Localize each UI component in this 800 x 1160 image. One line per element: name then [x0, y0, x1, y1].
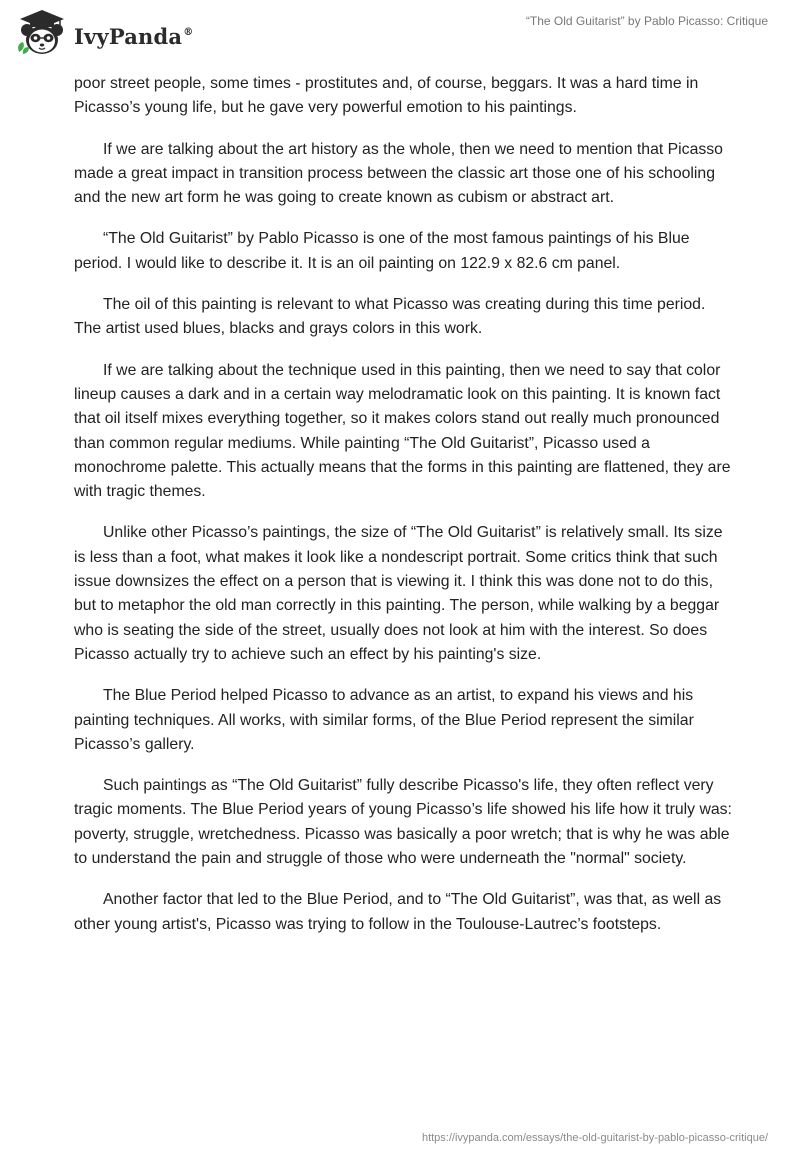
paragraph: If we are talking about the technique used in this painting, then we need to say that color lineup causes a dark and in a certain way melodramatic look on this painting. It is known fact that oil itself mixes everything together, so it makes colors stand out really much pronounced than common regular mediums. While painting “The Old Guitarist”, Picasso used a monochrome palette. This actually means that the forms in this painting are flattened, they are with tragic themes.: [74, 361, 731, 501]
paragraph: poor street people, some times - prostitutes and, of course, beggars. It was a hard time in Picasso’s young life, but he gave very powerful emotion to his paintings.: [74, 75, 699, 117]
paragraph: The oil of this painting is relevant to what Picasso was creating during this time period. The artist used blues, blacks and grays colors in this work.: [74, 296, 706, 338]
paragraph: Unlike other Picasso’s paintings, the size of “The Old Guitarist” is relatively small. Its size is less than a foot, what makes it look like a nondescript portrait. Some critics think that such issue downsizes the effect on a person that is viewing it. I think this was done not to do this, but to metaphor the old man correctly in this painting. The person, while walking by a beggar who is seating the side of the street, usually does not look at him with the interest. So does Picasso actually try to achieve such an effect by his painting's size.: [74, 524, 723, 663]
document-title: “The Old Guitarist” by Pablo Picasso: Critique: [525, 14, 768, 28]
ivypanda-logo[interactable]: [14, 8, 193, 60]
brand-name: IvyPanda®: [74, 23, 194, 49]
page-header: [0, 0, 800, 70]
essay-body: [74, 72, 734, 954]
paragraph: If we are talking about the art history as the whole, then we need to mention that Picasso made a great impact in transition process between the classic art those one of his schooling and the new art form he was going to create known as cubism or abstract art.: [74, 140, 723, 207]
paragraph: “The Old Guitarist” by Pablo Picasso is one of the most famous paintings of his Blue period. I would like to describe it. It is an oil painting on 122.9 x 82.6 cm panel.: [74, 230, 690, 272]
paragraph: The Blue Period helped Picasso to advance as an artist, to expand his views and his painting techniques. All works, with similar forms, of the Blue Period represent the similar Picasso’s gallery.: [74, 687, 694, 753]
source-url-link[interactable]: https://ivypanda.com/essays/the-old-guitarist-by-pablo-picasso-critique/: [421, 1132, 768, 1144]
registered-mark: ®: [183, 26, 194, 38]
paragraph: Such paintings as “The Old Guitarist” fully describe Picasso's life, they often reflect very tragic moments. The Blue Period years of young Picasso’s life showed his life how it truly was: poverty, struggle, wretchedness. Picasso was basically a poor wretch; that is why he was able to understand the pain and struggle of those who were underneath the "normal" society.: [74, 777, 732, 868]
paragraph: Another factor that led to the Blue Period, and to “The Old Guitarist”, was that, as well as other young artist's, Picasso was trying to follow in the Toulouse-Lautrec’s footsteps.: [74, 891, 722, 933]
panda-logo-icon: [14, 8, 70, 60]
